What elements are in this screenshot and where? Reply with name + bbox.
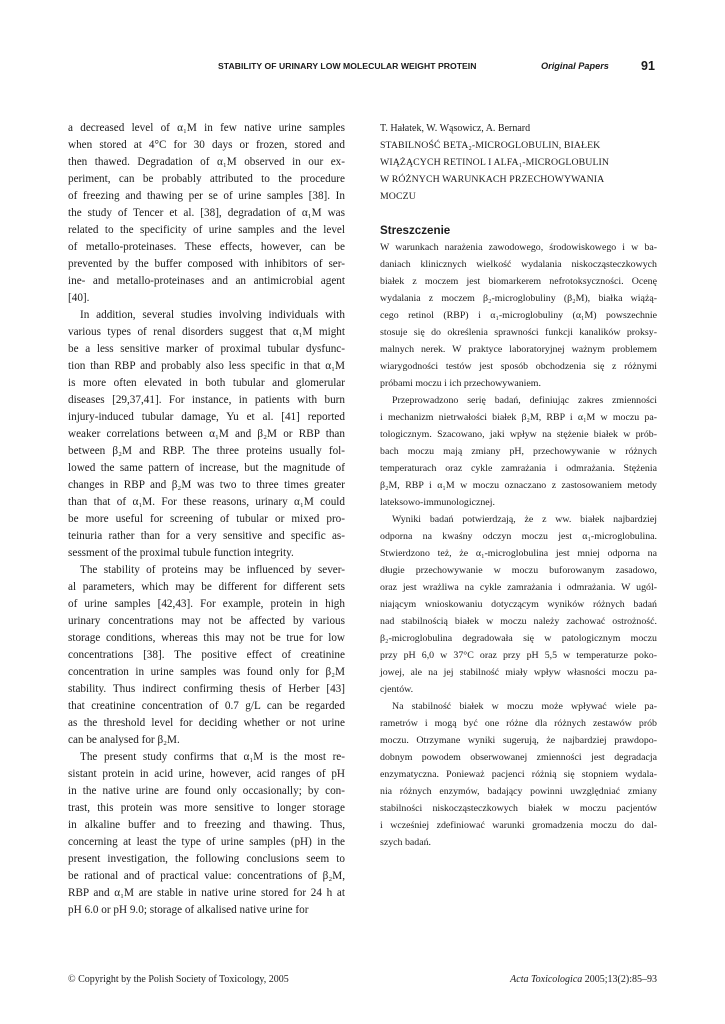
- text-line: tion than RBP and probably also less specific in that α₁M: [68, 360, 345, 372]
- text-line: periment, can be probably attributed to the procedure: [68, 173, 345, 185]
- paragraph: [380, 511, 657, 698]
- text-line: malnych nerek. W praktyce laboratoryjnej ważnym problemem: [380, 344, 657, 355]
- text-line: of freezing and thawing per se of urine samples [38]. In: [68, 190, 345, 202]
- text-line: β₂-microglobulina degradowała się w patologicznym moczu: [380, 633, 657, 644]
- text-line: The present study confirms that α₁M is the most re-: [80, 751, 345, 763]
- spacer: [380, 205, 657, 222]
- text-line: długie przechowywanie w moczu buforowanym zasadowo,: [380, 565, 657, 576]
- text-line: rametrów i mogą być one różne dla różnych zestawów prób: [380, 718, 657, 729]
- text-line: wydalania z moczem β₂-microglobuliny (β₂M), białka wiążą-: [380, 293, 657, 304]
- text-line: between β₂M and RBP. The three proteins usually fol-: [68, 445, 345, 457]
- abstract-heading: Streszczenie: [380, 224, 451, 237]
- text-line: concerning at least the type of urine samples (pH) in the: [68, 836, 345, 848]
- text-line: changes in RBP and β₂M was two to three times greater: [68, 479, 345, 491]
- text-line: Stwierdzono też, że α₁-microglobulina jest mniej odporna na: [380, 548, 657, 559]
- text-line: oraz jest wrażliwa na cykle zamrażania i odmrażania. W ugól-: [380, 582, 657, 593]
- right-column: [380, 120, 657, 851]
- polish-abstract-authors: T. Hałatek, W. Wąsowicz, A. Bernard: [380, 123, 531, 134]
- text-line: cego retinol (RBP) i α₁-microglobuliny (α₁M) powszechnie: [380, 310, 657, 321]
- text-line: related to the specificity of urine samples and the level: [68, 224, 345, 236]
- text-line: concentrations [38]. The positive effect of creatinine: [68, 649, 345, 661]
- text-line: nia różnych enzymów, badający powinni uwzględniać zmiany: [380, 786, 657, 797]
- polish-title: [380, 137, 657, 205]
- text-line: dobnym powodem obserwowanej zmienności jest degradacja: [380, 752, 657, 763]
- text-line: prevented by the buffer composed with inhibitors of ser-: [68, 258, 345, 270]
- text-line: niającym wnioskowaniu dotyczącym wyników różnych badań: [380, 599, 657, 610]
- text-line: The stability of proteins may be influenced by sever-: [80, 564, 345, 576]
- text-line: be rational and of practical value: concentrations of β₂M,: [68, 870, 345, 882]
- text-line: ine- and metallo-proteinases and an antimicrobial agent: [68, 275, 345, 287]
- text-line: białek z moczem jest biomarkerem nefrotoksyczności. Ocenę: [380, 276, 657, 287]
- text-line: sessment of the proximal tubule function integrity.: [68, 547, 294, 559]
- paragraph: [68, 307, 345, 562]
- running-title: STABILITY OF URINARY LOW MOLECULAR WEIGHT PROTEIN: [218, 61, 477, 71]
- text-line: lowed the same pattern of increase, but the magnitude of: [68, 462, 345, 474]
- text-line: be more useful for screening of tubular or mixed pro-: [68, 513, 345, 525]
- text-line: próbami moczu i ich przechowywaniem.: [380, 378, 541, 389]
- text-line: weaker correlations between α₁M and β₂M or RBP than: [68, 428, 345, 440]
- text-line: bach moczu mają zmiany pH, przechowywanie w różnych: [380, 446, 657, 457]
- text-line: stability. Thus indirect confirming thesis of Herber [43]: [68, 683, 345, 695]
- abstract-body: [380, 239, 657, 851]
- text-line: pH 6.0 or pH 9.0; storage of alkalised native urine for: [68, 904, 309, 916]
- text-line: odporna na kwaśny odczyn moczu jest α₁-microglobulina.: [380, 531, 657, 542]
- footer-journal-name: Acta Toxicologica: [510, 974, 583, 985]
- text-line: present investigation, the following conclusions seem to: [68, 853, 345, 865]
- text-line: Wyniki badań potwierdzają, że z ww. białek najbardziej: [392, 514, 657, 525]
- polish-title-line: WIĄŻĄCYCH RETINOL I ALFA₁-MICROGLOBULIN: [380, 157, 610, 168]
- left-column: [68, 120, 345, 919]
- text-line: cjentów.: [380, 684, 414, 695]
- footer-copyright: © Copyright by the Polish Society of Toxicology, 2005: [68, 974, 289, 985]
- text-line: be a less sensitive marker of proximal tubular dysfunc-: [68, 343, 345, 355]
- text-line: than that of α₁M. For these reasons, urinary α₁M could: [68, 496, 345, 508]
- text-line: [40].: [68, 292, 90, 304]
- text-line: sistant protein in acid urine, however, acid ranges of pH: [68, 768, 345, 780]
- paragraph: [68, 562, 345, 749]
- paragraph: [380, 392, 657, 511]
- text-line: various types of renal disorders suggest that α₁M might: [68, 326, 345, 338]
- polish-title-line: MOCZU: [380, 191, 416, 202]
- text-line: szych badań.: [380, 837, 431, 848]
- text-line: W warunkach narażenia zawodowego, środowiskowego i w ba-: [380, 242, 657, 253]
- polish-title-line: W RÓŻNYCH WARUNKACH PRZECHOWYWANIA: [380, 174, 605, 185]
- paragraph: [380, 239, 657, 392]
- paragraph: [68, 749, 345, 919]
- text-line: przy pH 6,0 w 37°C oraz przy pH 5,5 w temperaturze poko-: [380, 650, 657, 661]
- text-line: the study of Tencer et al. [38], degradation of α₁M was: [68, 207, 345, 219]
- text-line: can be analysed for β₂M.: [68, 734, 180, 746]
- text-line: temperaturach oraz cykle zamrażania i odmrażania. Stężenia: [380, 463, 657, 474]
- text-line: is more often elevated in both tubular and glomerular: [68, 377, 345, 389]
- text-line: RBP and α₁M are stable in native urine stored for 24 h at: [68, 887, 345, 899]
- text-line: i mechanizm nietrwałości białek β₂M, RBP i α₁M w moczu pa-: [380, 412, 657, 423]
- footer-citation-block: [510, 974, 657, 986]
- page-number: 91: [641, 59, 655, 73]
- text-line: storage conditions, whereas this may not be true for low: [68, 632, 345, 644]
- text-line: wiarygodności testów jest sposób obchodzenia się z różnymi: [380, 361, 657, 372]
- text-line: β₂M, RBP i α₁M w moczu oznaczano z zastosowaniem metody: [380, 480, 657, 491]
- section-label: Original Papers: [541, 61, 609, 71]
- text-line: a decreased level of α₁M in few native urine samples: [68, 122, 345, 134]
- text-line: of metallo-proteinases. These effects, however, can be: [68, 241, 345, 253]
- text-line: stabilności niskocząsteczkowych białek w moczu pacjentów: [380, 803, 657, 814]
- text-line: then thawed. Degradation of α₁M observed in our ex-: [68, 156, 345, 168]
- text-line: that creatinine concentration of 0.7 g/L can be regarded: [68, 700, 345, 712]
- text-line: enzymatyczna. Ponieważ pacjenci różnią się stopniem wydala-: [380, 769, 657, 780]
- text-line: trast, this protein was more sensitive to longer storage: [68, 802, 345, 814]
- text-line: as the threshold level for deciding whether or not urine: [68, 717, 345, 729]
- text-line: Na stabilność białek w moczu może wpływać wiele pa-: [392, 701, 657, 712]
- text-line: tologicznym. Szacowano, jaki wpływ na stężenie białek w prób-: [380, 429, 657, 440]
- text-line: daniach klinicznych wielkość wydalania niskocząsteczkowych: [380, 259, 657, 270]
- text-line: concentration in urine samples was found only for β₂M: [68, 666, 345, 678]
- text-line: lateksowo-immunologicznej.: [380, 497, 495, 508]
- paragraph: [380, 698, 657, 851]
- text-line: in alkaline buffer and to freezing and thawing. Thus,: [68, 819, 345, 831]
- paragraph: [68, 120, 345, 307]
- text-line: Przeprowadzono serię badań, definiując zakres zmienności: [392, 395, 657, 406]
- text-line: In addition, several studies involving individuals with: [80, 309, 345, 321]
- text-line: in the native urine are found only occasionally; by con-: [68, 785, 345, 797]
- text-line: diseases [29,37,41]. For instance, in patients with burn: [68, 394, 345, 406]
- text-line: teinuria rather than for a very sensitive and specific as-: [68, 530, 345, 542]
- footer-citation: 2005;13(2):85–93: [584, 974, 657, 985]
- text-line: i wcześniej zdefiniować warunki gromadzenia moczu do dal-: [380, 820, 657, 831]
- left-column-body: [68, 120, 345, 919]
- text-line: injury-induced tubular damage, Yu et al. [41] reported: [68, 411, 345, 423]
- text-line: of urine samples [42,43]. For example, protein in high: [68, 598, 345, 610]
- text-line: urinary concentrations may not be affected by various: [68, 615, 345, 627]
- text-line: stosuje się do określenia sprawności funkcji kanalików proksy-: [380, 327, 657, 338]
- text-line: nad stabilnością białek w moczu należy zachować ostrożność.: [380, 616, 657, 627]
- text-line: when stored at 4°C for 30 days or frozen, stored and: [68, 139, 345, 151]
- polish-title-line: STABILNOŚĆ BETA₂-MICROGLOBULIN, BIAŁEK: [380, 140, 601, 151]
- text-line: moczu. Otrzymane wyniki sugerują, że najbardziej prawdopo-: [380, 735, 657, 746]
- text-line: jowej, ale na jej stabilność miały wpływ własności moczu pa-: [380, 667, 657, 678]
- text-line: al parameters, which may be different for different sets: [68, 581, 345, 593]
